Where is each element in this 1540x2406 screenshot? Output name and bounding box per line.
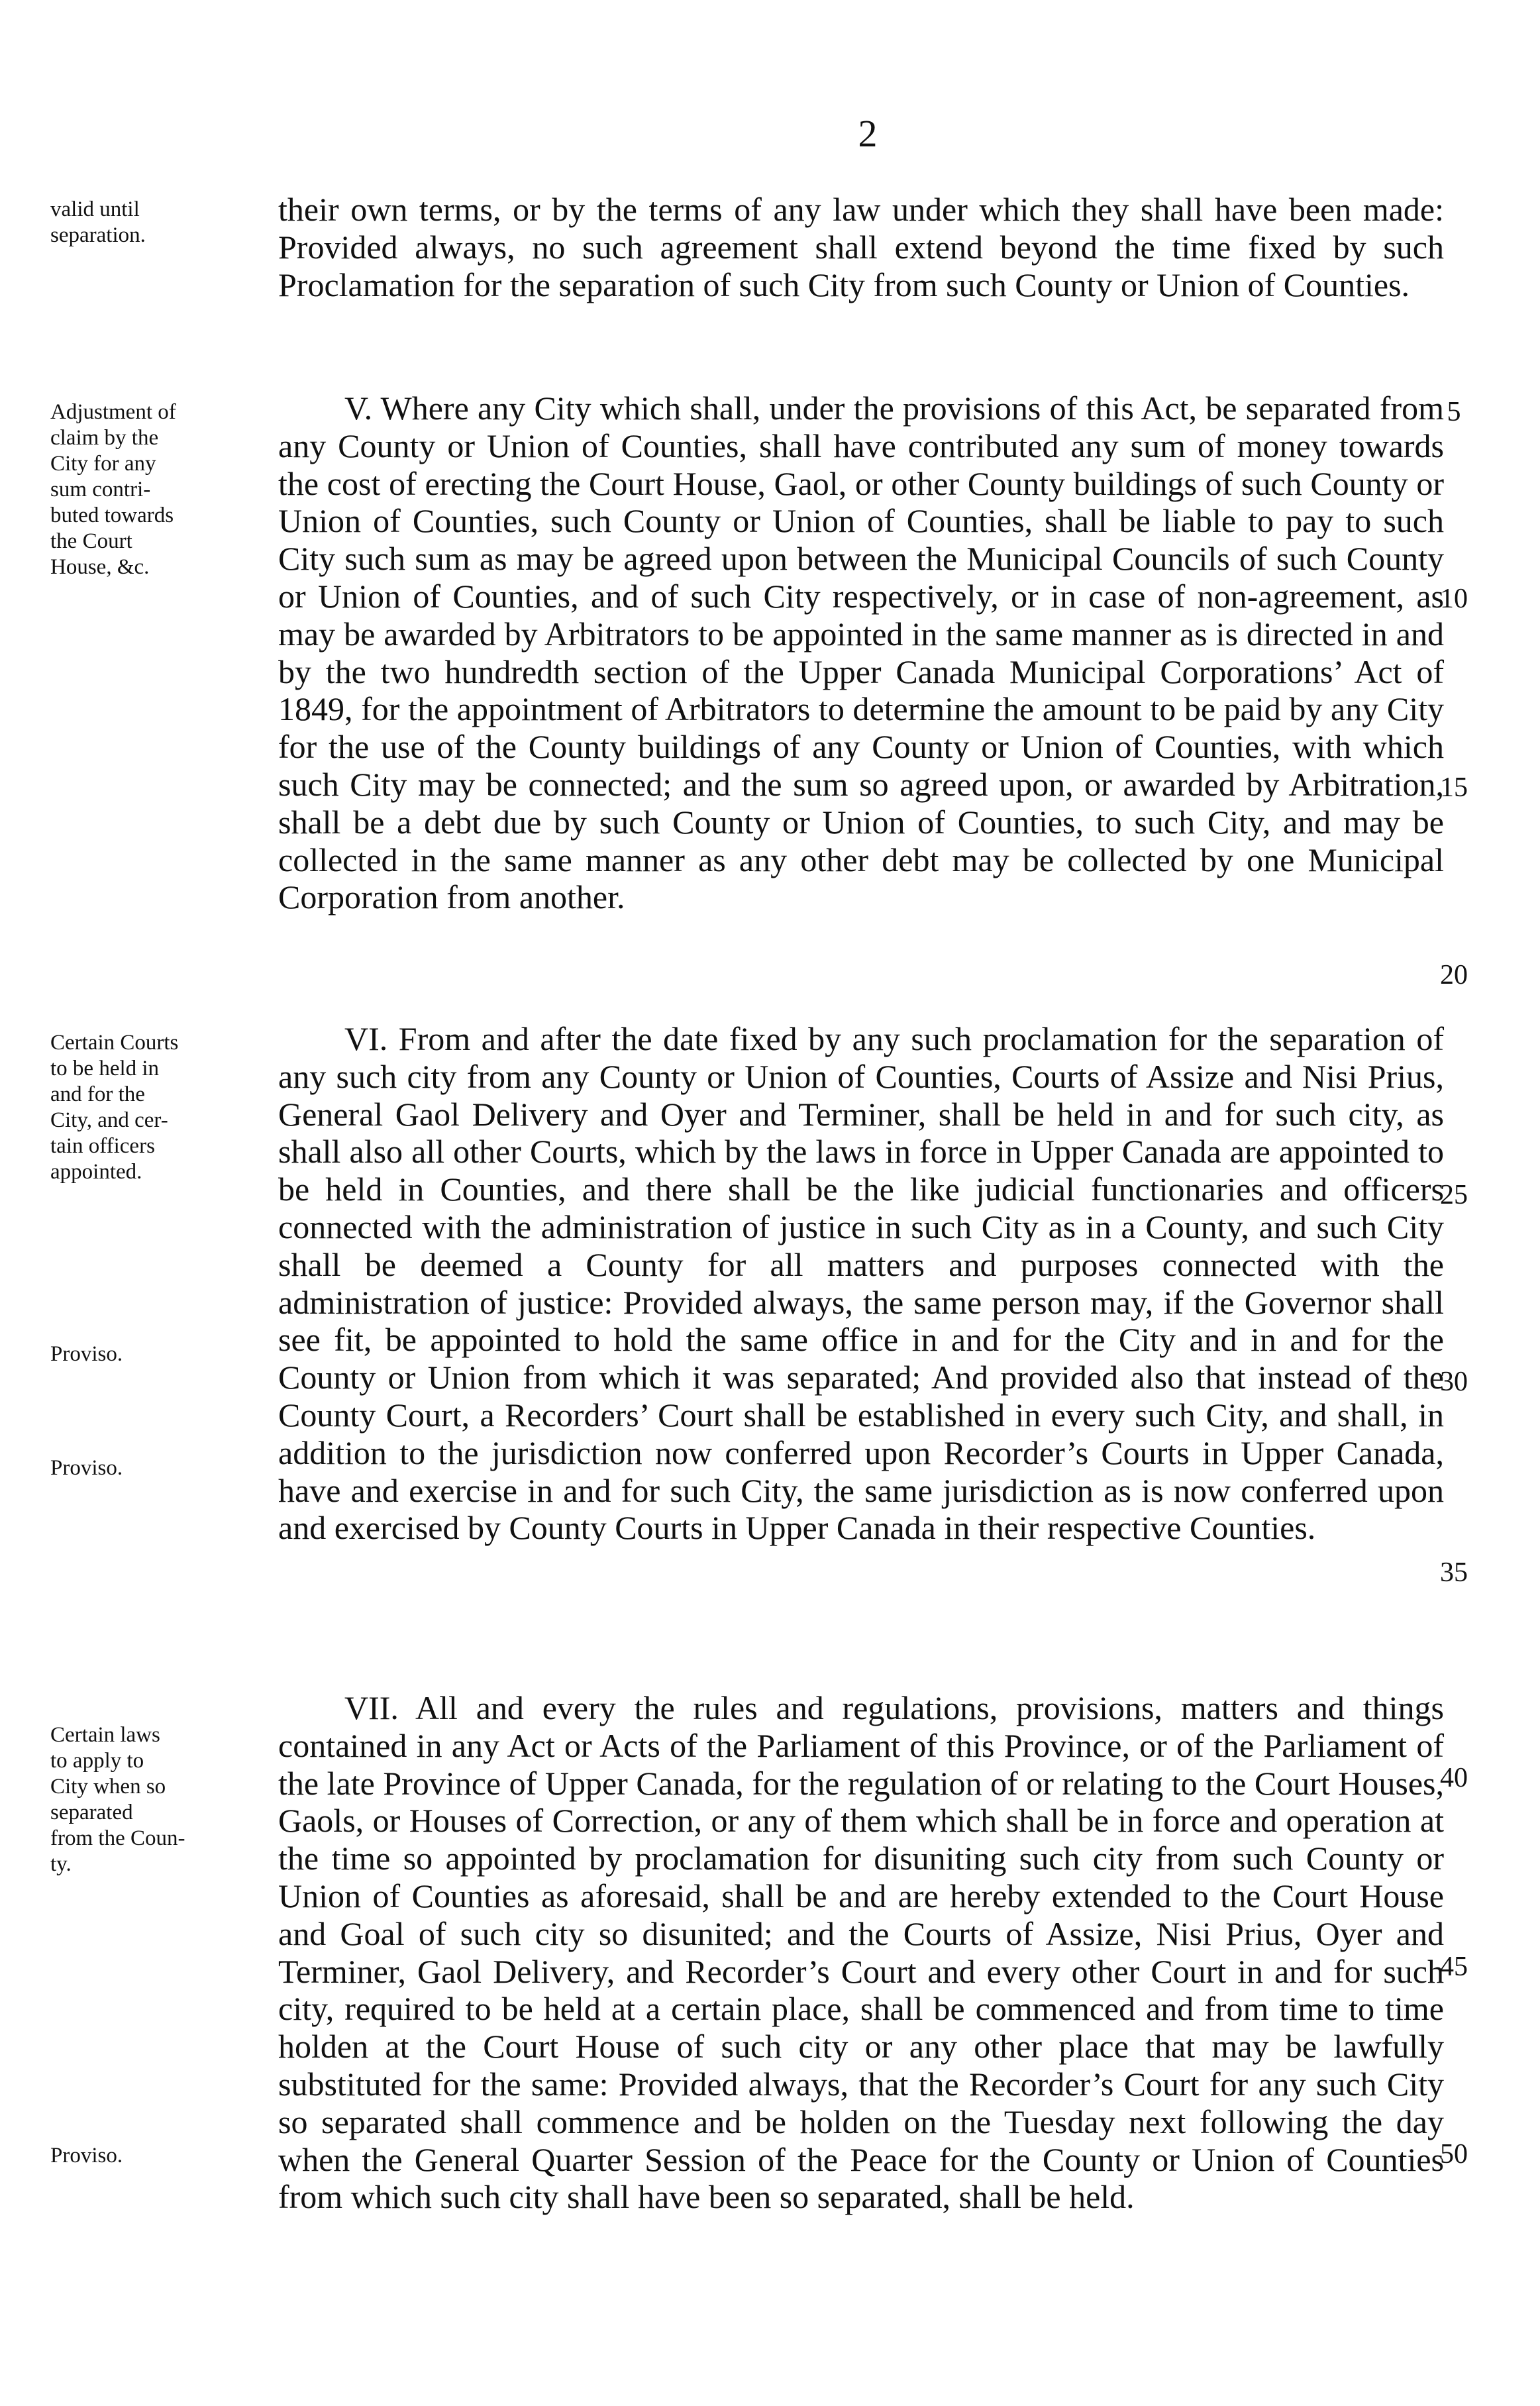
marginal-note: Proviso. [50,1456,123,1480]
marginal-note: Certain laws to apply to City when so separated from the Coun- ty. [50,1723,185,1876]
line-number: 30 [1440,1367,1468,1397]
section-vii-paragraph: VII. All and every the rules and regulations, provisions, matters and things contained in any Act or Acts of the Parliament of this Province, or of the Parliament of the late Province of Upper Canada, for the regulation of or relating to the Court Houses, Gaols, or Houses of Correction, or any of them which shall be in force and operation at the time so appointed by proclamation for disuniting such city from such County or Union of Counties as aforesaid, shall be and are hereby extended to the Court House and Goal of such city so disunited; and the Courts of Assize, Nisi Prius, Oyer and Terminer, Gaol Delivery, and Recorder’s Court and every other Court in and for such city, required to be held at a certain place, shall be commenced and from time to time holden at the Court House of such city or any other place that may be lawfully substituted for the same: Provided always, that the Recorder’s Court for any such City so separated shall commence and be holden on the Tuesday next following the day when the General Quarter Session of the Peace for the County or Union of Counties from which such city shall have been so separated, shall be held. [278,1689,1444,2216]
paragraph-continuation: their own terms, or by the terms of any law under which they shall have been made: Provided always, no such agreement shall extend beyond the time fixed by such Proclamation for the separation of such City from such County or Union of Counties. [278,191,1444,303]
line-number: 25 [1440,1180,1468,1210]
line-number: 5 [1447,397,1461,427]
line-number: 35 [1440,1557,1468,1588]
marginal-note: Proviso. [50,2144,123,2168]
line-number: 10 [1440,584,1468,614]
section-v-paragraph: V. Where any City which shall, under the provisions of this Act, be separated from any County or Union of Counties, shall have contributed any sum of money towards the cost of erecting the Court House, Gaol, or other County buildings of such County or Union of Counties, such County or Union of Counties, shall be liable to pay to such City such sum as may be agreed upon between the Municipal Councils of such County or Union of Counties, and of such City respectively, or in case of non-agreement, as may be awarded by Arbitrators to be appointed in the same manner as is directed in and by the two hundredth section of the Upper Canada Municipal Corporations’ Act of 1849, for the appointment of Arbitrators to determine the amount to be paid by any City for the use of the County buildings of any County or Union of Counties, with which such City may be connected; and the sum so agreed upon, or awarded by Arbitration, shall be a debt due by such County or Union of Counties, to such City, and may be collected in the same manner as any other debt may be collected by one Municipal Corporation from another. [278,390,1444,916]
section-vi-paragraph: VI. From and after the date fixed by any such proclamation for the separation of any such city from any County or Union of Counties, Courts of Assize and Nisi Prius, General Gaol Delivery and Oyer and Terminer, shall be held in and for such city, as shall also all other Courts, which by the laws in force in Upper Canada are appointed to be held in Counties, and there shall be the like judicial functionaries and officers connected with the administration of justice in such City as in a County, and such City shall be deemed a County for all matters and purposes connected with the administration of justice: Provided always, the same person may, if the Governor shall see fit, be appointed to hold the same office in and for the City and in and for the County or Union from which it was separated; And provided also that instead of the County Court, a Recorders’ Court shall be established in every such City, and shall, in addition to the jurisdiction now conferred upon Recorder’s Courts in Upper Canada, have and exercise in and for such City, the same jurisdiction as is now conferred upon and exercised by County Courts in Upper Canada in their respective Counties. [278,1020,1444,1547]
line-number: 40 [1440,1763,1468,1793]
line-number: 50 [1440,2139,1468,2170]
line-number: 45 [1440,1952,1468,1982]
line-number: 15 [1440,772,1468,803]
marginal-note: Certain Courts to be held in and for the City, and cer- tain officers appointed. [50,1031,179,1184]
marginal-note: Adjustment of claim by the City for any sum contri- buted towards the Court House, &c. [50,400,176,579]
line-number: 20 [1440,960,1468,990]
page-number: 2 [858,112,878,155]
marginal-note: valid until separation. [50,197,146,247]
marginal-note: Proviso. [50,1342,123,1366]
